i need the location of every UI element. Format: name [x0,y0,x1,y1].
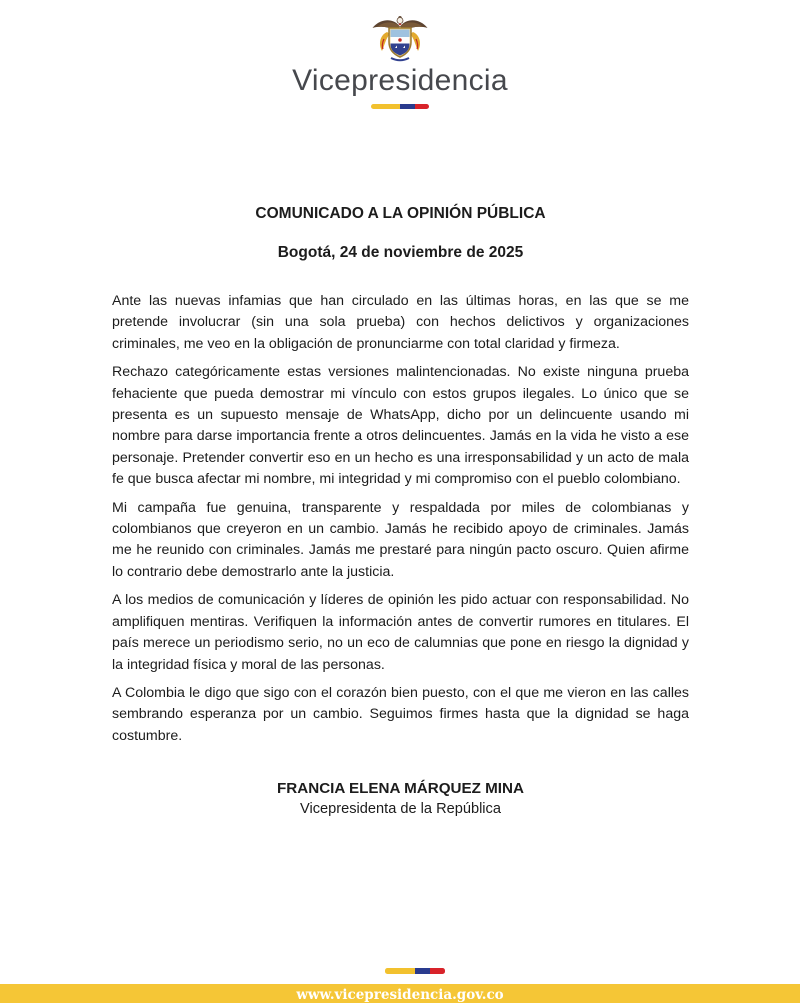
document-dateline: Bogotá, 24 de noviembre de 2025 [277,244,524,261]
footer-website-link[interactable]: www.vicepresidencia.gov.co [296,987,504,1003]
colombia-flag-bar-icon [385,968,445,974]
signature-role: Vicepresidenta de la República [300,801,501,818]
communique-body [112,205,689,817]
flag-red-stripe [430,968,445,974]
paragraph-5: A Colombia le digo que sigo con el corazón bien puesto, con el que me vieron en las calles sembrando esperanza por un cambio. Seguimos firmes hasta que la dignidad se haga costumbre. [112,684,689,744]
flag-red-stripe [415,104,430,109]
signature-name: FRANCIA ELENA MÁRQUEZ MINA [277,780,524,798]
flag-yellow-stripe [371,104,400,109]
flag-yellow-stripe [385,968,415,974]
colombia-flag-bar-icon [371,104,429,109]
signature-block [112,780,689,817]
flag-blue-stripe [400,104,415,109]
document-title: COMUNICADO A LA OPINIÓN PÚBLICA [255,205,546,222]
org-name: Vicepresidencia [292,64,508,97]
footer-band [0,984,800,1003]
paragraph-2: Rechazo categóricamente estas versiones malintencionadas. No existe ninguna prueba fehaciente que pueda demostrar mi vínculo con estos grupos ilegales. Lo único que se presenta es un supuesto mensaje de WhatsApp, dicho por un delincuente usando mi nombre para darse importancia frente a otros delincuentes. Jamás en la vida he visto a ese personaje. Pretender convertir eso en un hecho es una irresponsabilidad y un acto de mala fe que busca afectar mi nombre, mi integridad y mi compromiso con el pueblo colombiano. [112,364,689,488]
colombia-coat-of-arms-icon [370,13,430,63]
paragraph-1: Ante las nuevas infamias que han circulado en las últimas horas, en las que se me pretende involucrar (sin una sola prueba) con hechos delictivos y organizaciones criminales, me veo en la obligación de pronunciarme con total claridad y firmeza. [112,293,689,352]
paragraph-4: A los medios de comunicación y líderes de opinión les pido actuar con responsabilidad. No amplifiquen mentiras. Verifiquen la información antes de convertir rumores en titulares. El país merece un periodismo serio, no un eco de calumnias que pone en riesgo la dignidad y la integridad física y moral de las personas. [112,592,689,673]
flag-blue-stripe [415,968,430,974]
paragraph-3: Mi campaña fue genuina, transparente y respaldada por miles de colombianas y colombianos que creyeron en un cambio. Jamás he recibido apoyo de criminales. Jamás me he reunido con criminales. Jamás me prestaré para ningún pacto oscuro. Quien afirme lo contrario debe demostrarlo ante la justicia. [112,499,689,580]
letterhead [0,13,800,109]
